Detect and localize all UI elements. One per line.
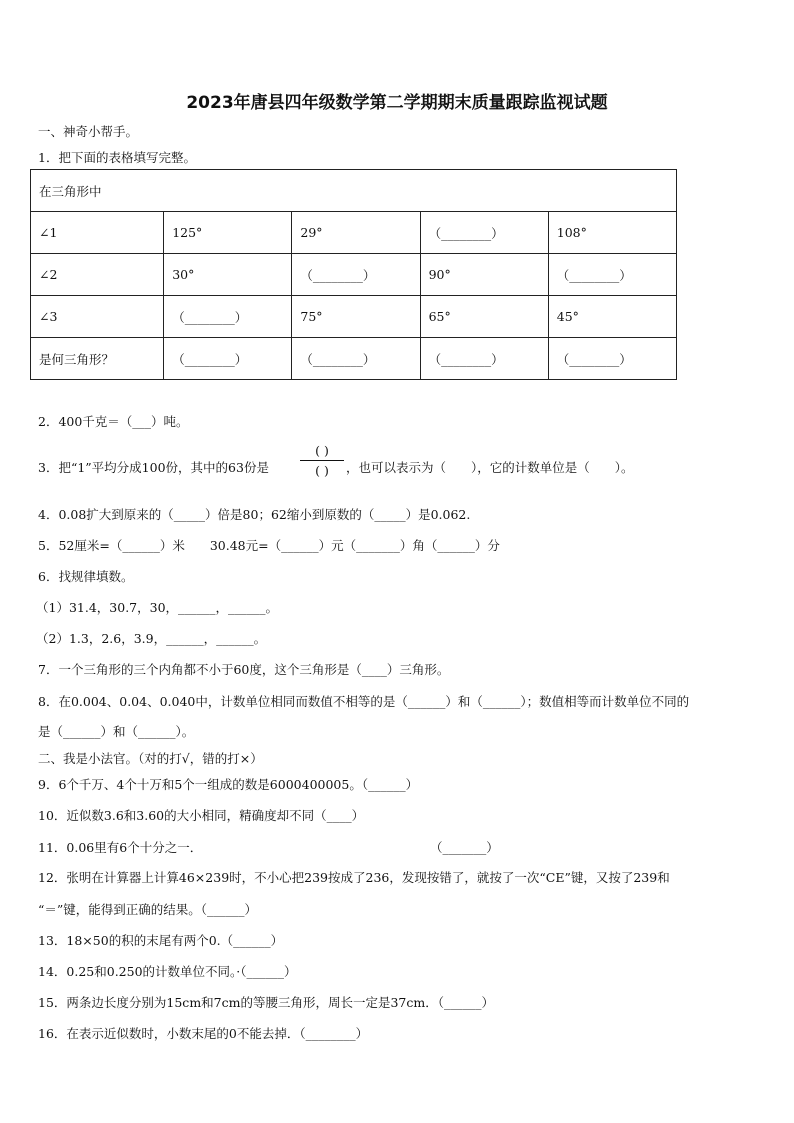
table-cell: （________） (164, 338, 292, 380)
question-6-part-2: （2）1.3，2.6，3.9，______，______。 (36, 631, 267, 646)
table-cell: ∠3 (31, 296, 164, 338)
fraction-numerator: ( ) (315, 443, 329, 458)
question-4: 4．0.08扩大到原来的（_____）倍是80；62缩小到原数的（_____）是0.062. (38, 507, 471, 522)
table-cell: 90° (420, 254, 548, 296)
question-9: 9．6个千万、4个十万和5个一组成的数是6000400005。（______） (38, 777, 419, 792)
question-16: 16．在表示近似数时，小数末尾的0不能去掉．（________） (38, 1026, 369, 1041)
table-cell: 108° (548, 212, 676, 254)
table-header-row (31, 170, 677, 212)
question-7: 7．一个三角形的三个内角都不小于60度，这个三角形是（____）三角形。 (38, 662, 450, 677)
question-6: 6．找规律填数。 (38, 569, 134, 584)
page-title: 2023年唐县四年级数学第二学期期末质量跟踪监视试题 (186, 93, 608, 113)
table-cell: （________） (548, 338, 676, 380)
table-row (31, 296, 677, 338)
fraction-denominator: ( ) (315, 463, 329, 478)
question-1: 1．把下面的表格填写完整。 (38, 150, 196, 165)
question-6-part-1: （1）31.4，30.7，30，______，______。 (36, 600, 279, 615)
section-heading-2: 二、我是小法官。（对的打√，错的打×） (38, 751, 263, 766)
angle-table (30, 169, 677, 380)
question-8-line-1: 8．在0.004、0.04、0.040中，计数单位相同而数值不相等的是（______）和（______）；数值相等而计数单位不同的 (38, 694, 690, 709)
question-5: 5．52厘米=（______）米 30.48元=（______）元（_______）角（______）分 (38, 538, 500, 553)
table-row (31, 338, 677, 380)
table-cell: 45° (548, 296, 676, 338)
fraction-bar (300, 460, 344, 461)
table-cell: 125° (164, 212, 292, 254)
table-row (31, 212, 677, 254)
question-3-prefix: 3．把“1”平均分成100份，其中的63份是 (38, 460, 269, 475)
table-cell: （________） (164, 296, 292, 338)
question-13: 13．18×50的积的末尾有两个0.（______） (38, 933, 284, 948)
table-cell: 29° (292, 212, 420, 254)
table-cell: 是何三角形？ (31, 338, 164, 380)
table-cell: （________） (420, 212, 548, 254)
question-10: 10．近似数3.6和3.60的大小相同，精确度却不同（____） (38, 808, 365, 823)
table-cell: （________） (292, 254, 420, 296)
question-8-line-2: 是（______）和（______）。 (38, 724, 195, 739)
table-cell: 65° (420, 296, 548, 338)
table-cell: ∠1 (31, 212, 164, 254)
table-cell: ∠2 (31, 254, 164, 296)
question-12-line-2: “＝”键，能得到正确的结果。（______） (38, 902, 258, 917)
table-row (31, 254, 677, 296)
table-cell: 75° (292, 296, 420, 338)
question-2: 2．400千克＝（___）吨。 (38, 414, 189, 429)
section-heading-1: 一、神奇小帮手。 (38, 124, 139, 139)
table-header-cell: 在三角形中 (31, 170, 677, 212)
question-14: 14．0.25和0.250的计数单位不同。·（______） (38, 964, 297, 979)
question-15: 15．两条边长度分别为15cm和7cm的等腰三角形，周长一定是37cm．（______） (38, 995, 494, 1010)
table-cell: （________） (420, 338, 548, 380)
question-11: 11．0.06里有6个十分之一． (38, 840, 203, 855)
question-12-line-1: 12．张明在计算器上计算46×239时，不小心把239按成了236，发现按错了，就按了一次“CE”键，又按了239和 (38, 870, 670, 885)
table-cell: （________） (292, 338, 420, 380)
question-3-suffix: ，也可以表示为（ ），它的计数单位是（ ）。 (346, 460, 634, 475)
table-cell: （________） (548, 254, 676, 296)
fraction-blank (300, 443, 344, 478)
table-cell: 30° (164, 254, 292, 296)
question-11-blank: （_______） (430, 840, 499, 855)
